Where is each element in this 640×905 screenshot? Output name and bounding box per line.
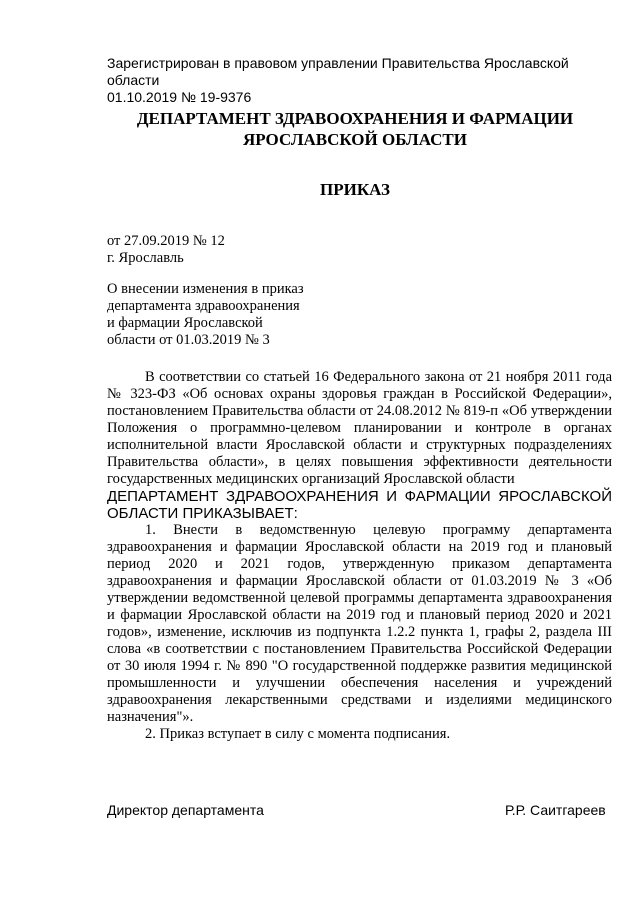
document-title: ПРИКАЗ: [320, 180, 390, 199]
orders-statement: ДЕПАРТАМЕНТ ЗДРАВООХРАНЕНИЯ И ФАРМАЦИИ ЯРОСЛАВСКОЙ ОБЛАСТИ ПРИКАЗЫВАЕТ:: [107, 488, 612, 522]
department-line-1: ДЕПАРТАМЕНТ ЗДРАВООХРАНЕНИЯ И ФАРМАЦИИ: [136, 109, 574, 128]
registration-stamp: [107, 55, 612, 106]
city: г. Ярославль: [107, 250, 184, 266]
order-item-1: 1. Внести в ведомственную целевую программу департамента здравоохранения и фармации Ярославской области на 2019 год и плановый период 2020 и 2021 годов, утвержденную приказом департамента здравоохранения и фармации Ярославской области от 01.03.2019 № 3 «Об утверждении ведомственной целевой программы департамента здравоохранения и фармации Ярославской области на 2019 год и плановый период 2020 и 2021 годов», изменение, исключив из подпункта 1.2.2 пункта 1, графы 2, раздела III слова «в соответствии с постановлением Правительства Российской Федерации от 30 июля 1994 г. № 890 "О государственной поддержке развития медицинской промышленности и улучшении обеспечения населения и учреждений здравоохранения лекарственными средствами и изделиями медицинского назначения"».: [107, 522, 612, 725]
subject-block: [107, 281, 347, 349]
registration-line: Зарегистрирован в правовом управлении Правительства Ярославской области: [107, 55, 569, 88]
document-meta: [107, 233, 225, 267]
subject-line: департамента здравоохранения: [107, 298, 300, 314]
signatory-name: Р.Р. Саитгареев: [505, 802, 606, 818]
subject-line: и фармации Ярославской: [107, 315, 263, 331]
registration-number: 01.10.2019 № 19-9376: [107, 89, 252, 105]
preamble-paragraph: В соответствии со статьей 16 Федерального закона от 21 ноября 2011 года № 323-ФЗ «Об основах охраны здоровья граждан в Российской Федерации», постановлением Правительства области от 24.08.2012 № 819-п «Об утверждении Положения о программно-целевом планировании и контроле в органах исполнительной власти Ярославской области и структурных подразделениях Правительства области», в целях повышения эффективности деятельности государственных медицинских организаций Ярославской области: [107, 369, 612, 487]
subject-line: области от 01.03.2019 № 3: [107, 332, 270, 348]
document-body: [107, 369, 612, 743]
subject-line: О внесении изменения в приказ: [107, 281, 304, 297]
order-item-2: 2. Приказ вступает в силу с момента подписания.: [145, 726, 451, 742]
department-line-2: ЯРОСЛАВСКОЙ ОБЛАСТИ: [243, 130, 467, 149]
date-number: от 27.09.2019 № 12: [107, 233, 225, 249]
signatory-position: Директор департамента: [107, 802, 264, 818]
department-heading: [0, 108, 640, 150]
